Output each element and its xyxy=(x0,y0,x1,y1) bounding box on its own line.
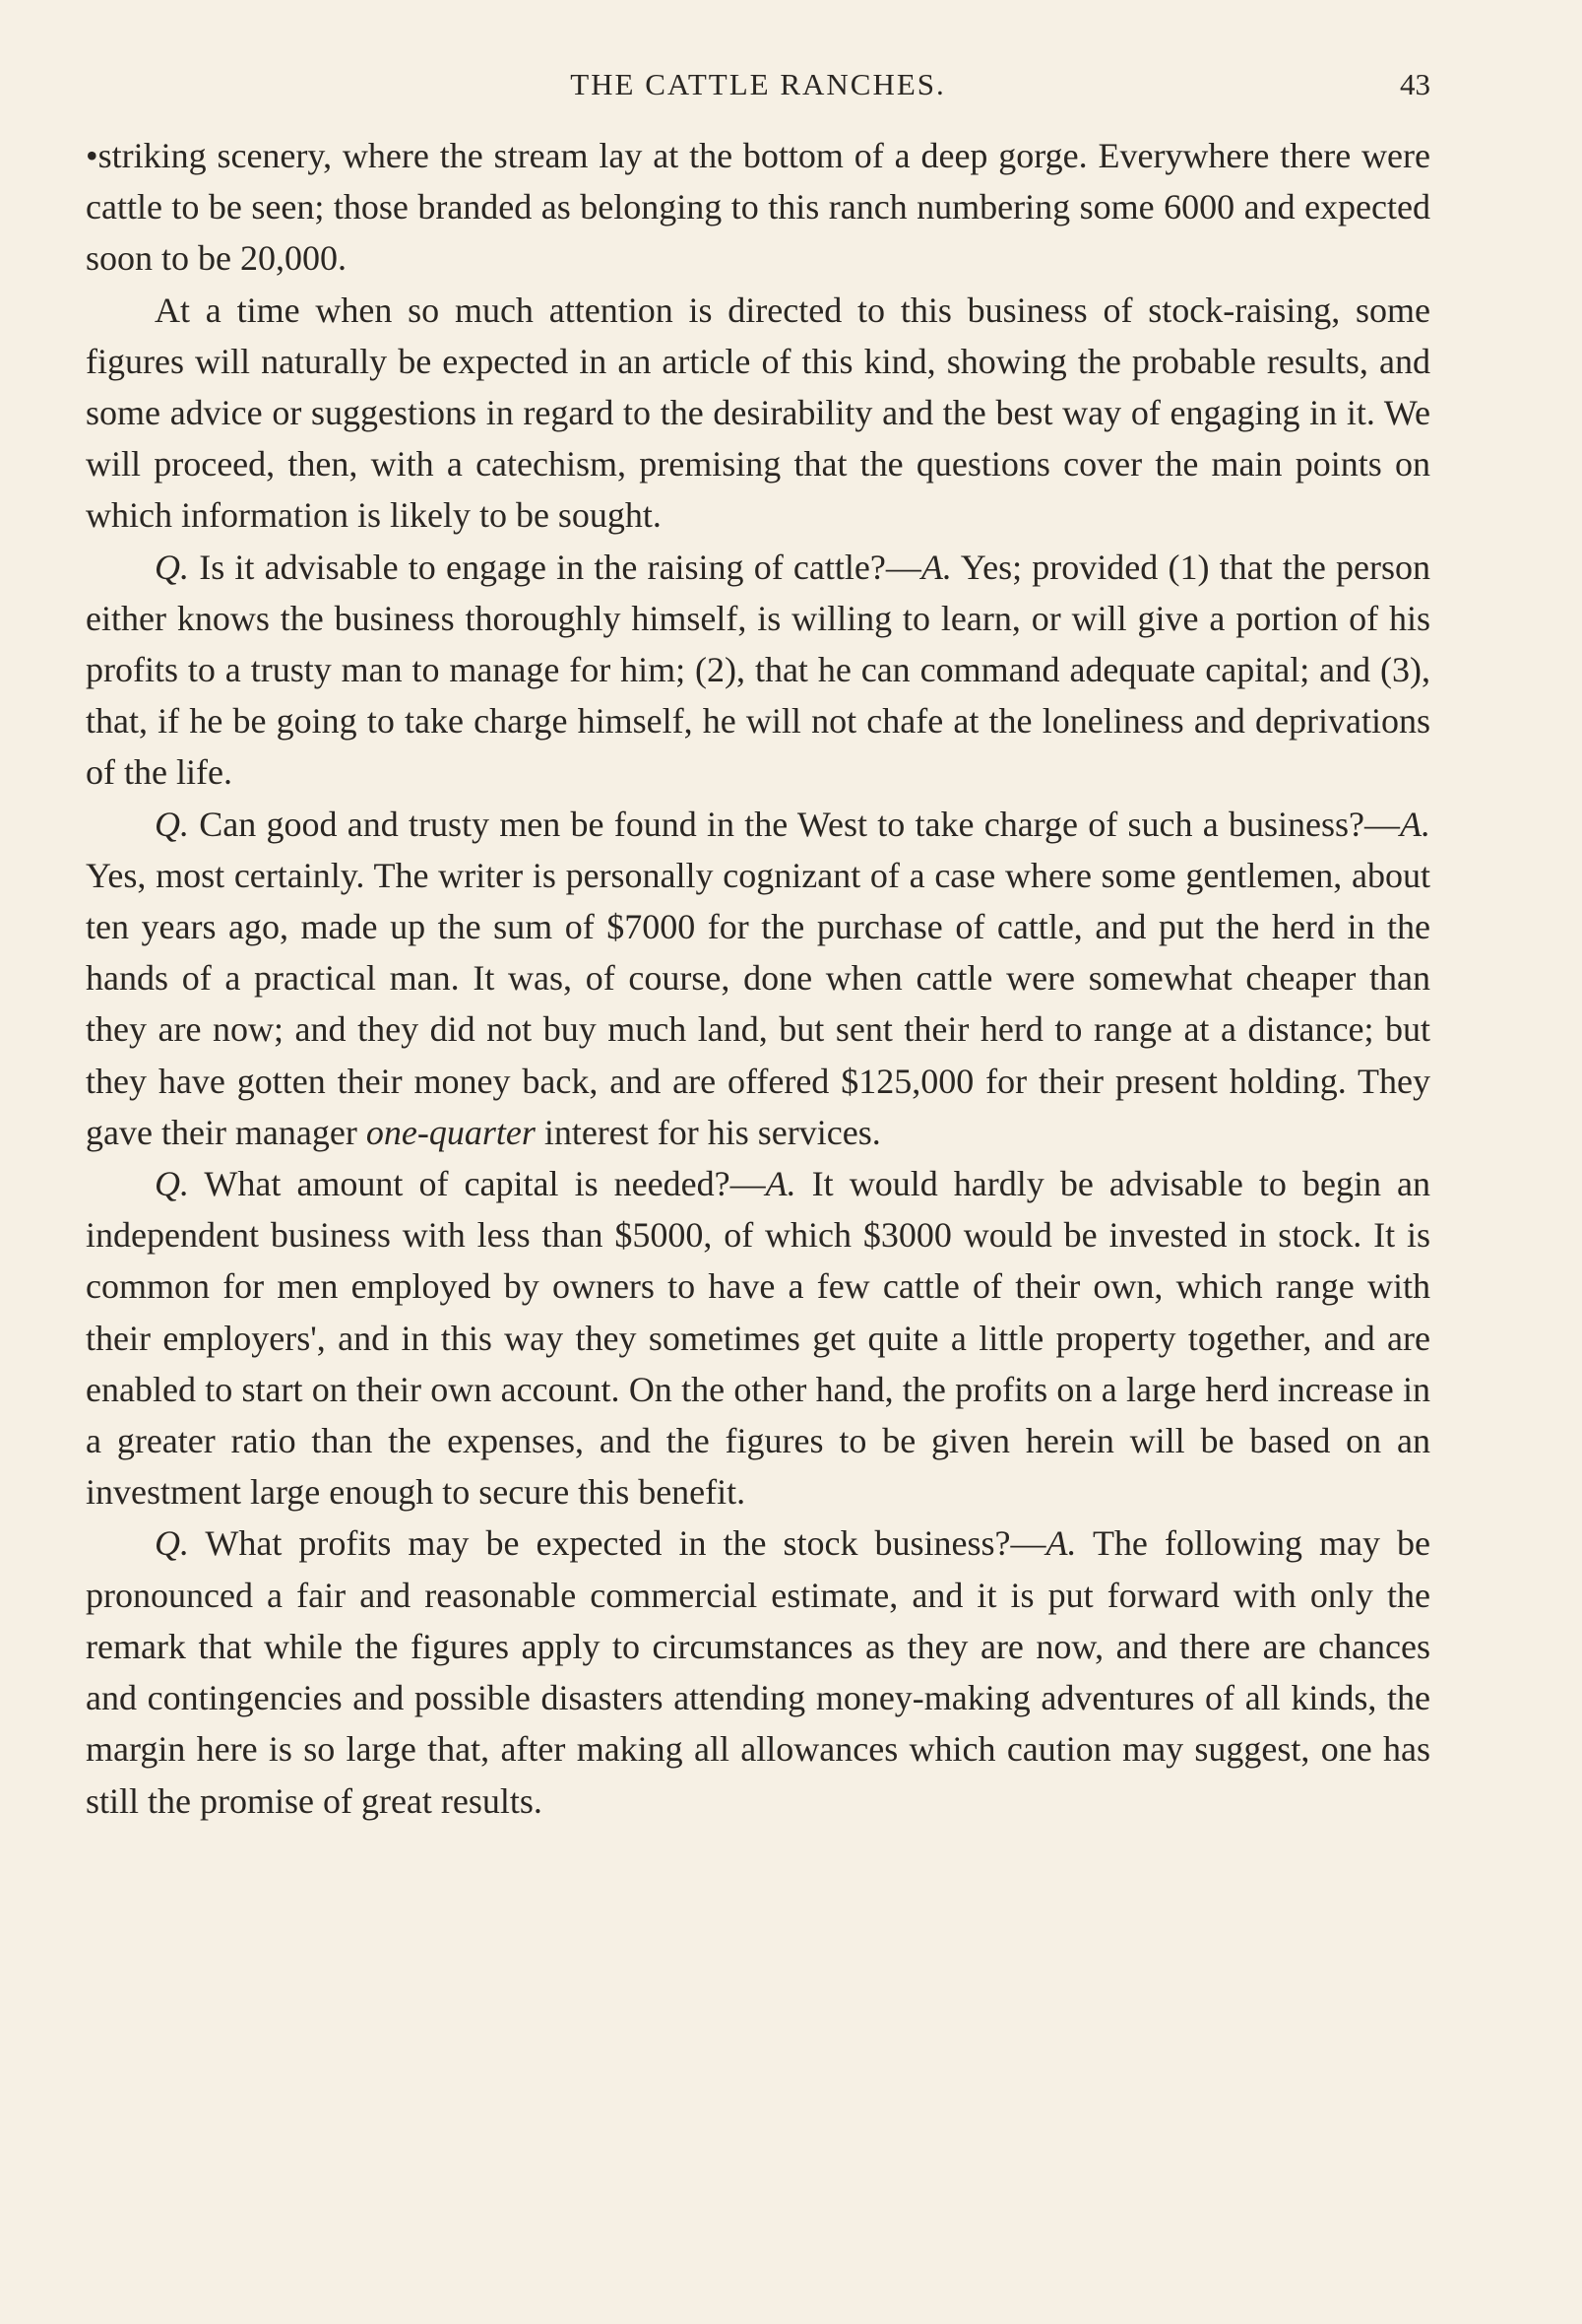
question-text: What amount of capital is needed?— xyxy=(189,1164,766,1204)
paragraph-qa-1 xyxy=(86,542,1430,799)
answer-marker: A. xyxy=(765,1164,796,1204)
answer-text-end: interest for his services. xyxy=(535,1112,881,1152)
answer-text: Yes; provided (1) that the person either knows the business thoroughly himself, is willing to learn, or will give a portion of his profits to a trusty man to manage for him; (2), that he can command adequate capital; and (3), that, if he be going to take charge himself, he will not chafe at the loneliness and deprivations of the life. xyxy=(86,547,1430,793)
question-text: What profits may be expected in the stock business?— xyxy=(189,1523,1046,1564)
body-text xyxy=(86,130,1430,1827)
question-marker: Q. xyxy=(155,804,189,844)
question-text: Is it advisable to engage in the raising of cattle?— xyxy=(189,547,921,587)
answer-marker: A. xyxy=(1400,804,1430,844)
answer-text: It would hardly be advisable to begin an independent business with less than $5000, of which $3000 would be invested in stock. It is common for men employed by owners to have a few cattle of their own, which range with their employers', and in this way they sometimes get quite a little property together, and are enabled to start on their own account. On the other hand, the profits on a large herd increase in a greater ratio than the expenses, and the figures to be given herein will be based on an investment large enough to secure this benefit. xyxy=(86,1164,1430,1513)
running-head-title: THE CATTLE RANCHES. xyxy=(570,67,946,101)
paragraph-qa-3 xyxy=(86,1158,1430,1517)
answer-marker: A. xyxy=(920,547,952,587)
paragraph-qa-2 xyxy=(86,799,1430,1158)
page-number: 43 xyxy=(1400,67,1430,101)
paragraph-intro: At a time when so much attention is directed to this business of stock-raising, some figures will naturally be expected in an article of this kind, showing the probable results, and some advice or suggestions in regard to the desirability and the best way of engaging in it. We will proceed, then, with a catechism, premising that the questions cover the main points on which information is likely to be sought. xyxy=(86,290,1430,536)
paragraph-continuation: •striking scenery, where the stream lay at the bottom of a deep gorge. Everywhere there were cattle to be seen; those branded as belonging to this ranch numbering some 6000 and expected soon to be 20,000. xyxy=(86,136,1430,279)
answer-text: Yes, most certainly. The writer is personally cognizant of a case where some gentlemen, about ten years ago, made up the sum of $7000 for the purchase of cattle, and put the herd in the hands of a practical man. It was, of course, done when cattle were somewhat cheaper than they are now; and they did not buy much land, but sent their herd to range at a distance; but they have gotten their money back, and are offered $125,000 for their present holding. They gave their manager xyxy=(86,855,1430,1152)
question-marker: Q. xyxy=(155,1164,189,1204)
answer-text: The following may be pronounced a fair and reasonable commercial estimate, and it is put forward with only the remark that while the figures apply to circumstances as they are now, and there are chances and contingencies and possible disasters attending money-making adventures of all kinds, the margin here is so large that, after making all allowances which caution may suggest, one has still the promise of great results. xyxy=(86,1523,1430,1821)
question-marker: Q. xyxy=(155,547,189,587)
emphasized-text: one-quarter xyxy=(365,1112,536,1152)
question-marker: Q. xyxy=(155,1523,189,1564)
paragraph-qa-4 xyxy=(86,1517,1430,1826)
question-text: Can good and trusty men be found in the West to take charge of such a business?— xyxy=(189,804,1400,844)
running-head xyxy=(86,67,1430,106)
answer-marker: A. xyxy=(1045,1523,1077,1564)
